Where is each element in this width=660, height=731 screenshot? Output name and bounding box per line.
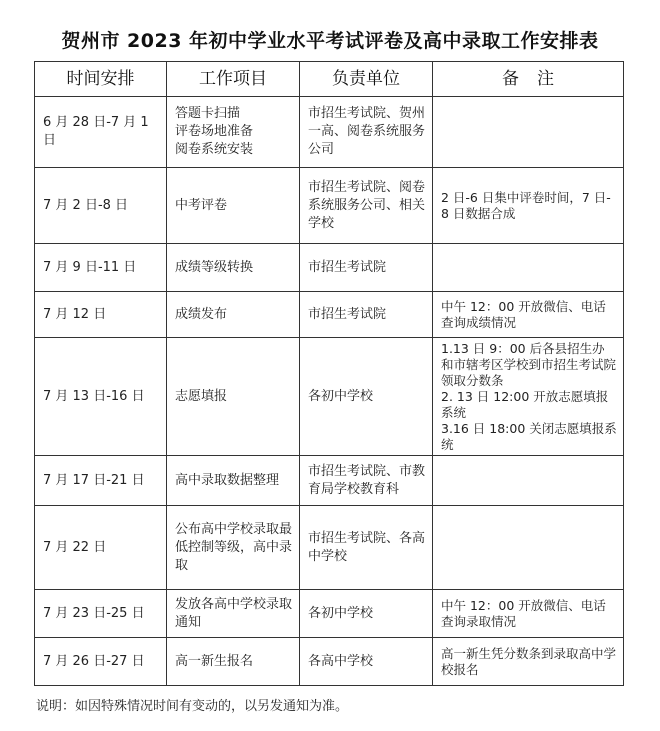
cell-item <box>167 638 300 686</box>
cell-unit: 市招生考试院、各高中学校 <box>300 506 433 590</box>
footnote: 说明：如因特殊情况时间有变动的，以另发通知为准。 <box>36 699 349 714</box>
cell-item <box>167 97 300 168</box>
note-line: 2. 13 日 12:00 开放志愿填报系统 <box>441 388 609 420</box>
note-line: 中午 12：00 开放微信、电话查询成绩情况 <box>441 298 606 330</box>
item-line: 志愿填报 <box>175 388 228 404</box>
table-row <box>35 590 624 638</box>
cell-note <box>433 506 624 590</box>
cell-time: 7 月 13 日-16 日 <box>35 338 167 456</box>
cell-unit: 市招生考试院、贺州一高、阅卷系统服务公司 <box>300 97 433 168</box>
item-line: 高中录取数据整理 <box>175 472 280 488</box>
cell-item <box>167 456 300 506</box>
cell-unit: 各高中学校 <box>300 638 433 686</box>
cell-unit: 市招生考试院 <box>300 244 433 292</box>
table-row <box>35 338 624 456</box>
table-row <box>35 97 624 168</box>
cell-note <box>433 168 624 244</box>
item-line: 成绩等级转换 <box>175 259 254 275</box>
item-line: 公布高中学校录取最低控制等级，高中录取 <box>175 521 293 573</box>
cell-time: 6 月 28 日-7 月 1 日 <box>35 97 167 168</box>
table-row <box>35 506 624 590</box>
schedule-table <box>34 61 624 686</box>
cell-note <box>433 292 624 338</box>
item-line: 高一新生报名 <box>175 653 254 669</box>
item-line: 答题卡扫描 <box>175 106 241 121</box>
cell-time: 7 月 17 日-21 日 <box>35 456 167 506</box>
table-row <box>35 638 624 686</box>
note-line: 2 日-6 日集中评卷时间，7 日-8 日数据合成 <box>441 189 611 221</box>
header-note: 备注 <box>433 62 624 97</box>
item-line: 发放各高中学校录取通知 <box>175 596 293 630</box>
cell-note <box>433 338 624 456</box>
page-title: 贺州市 2023 年初中学业水平考试评卷及高中录取工作安排表 <box>61 30 599 52</box>
note-line: 高一新生凭分数条到录取高中学校报名 <box>441 645 617 677</box>
table-row <box>35 292 624 338</box>
cell-time: 7 月 9 日-11 日 <box>35 244 167 292</box>
table-row <box>35 244 624 292</box>
table-body <box>35 97 624 686</box>
note-line: 中午 12：00 开放微信、电话查询录取情况 <box>441 597 606 629</box>
cell-item <box>167 292 300 338</box>
header-item: 工作项目 <box>167 62 300 97</box>
item-line: 评卷场地准备 <box>175 124 254 139</box>
cell-unit: 市招生考试院 <box>300 292 433 338</box>
table-row <box>35 456 624 506</box>
cell-time: 7 月 26 日-27 日 <box>35 638 167 686</box>
header-time: 时间安排 <box>35 62 167 97</box>
item-line: 中考评卷 <box>175 197 228 213</box>
cell-item <box>167 168 300 244</box>
cell-time: 7 月 22 日 <box>35 506 167 590</box>
cell-item <box>167 338 300 456</box>
cell-time: 7 月 12 日 <box>35 292 167 338</box>
cell-time: 7 月 23 日-25 日 <box>35 590 167 638</box>
item-line: 阅卷系统安装 <box>175 142 254 157</box>
table-header-row <box>35 62 624 97</box>
table-row <box>35 168 624 244</box>
cell-note <box>433 244 624 292</box>
cell-note <box>433 456 624 506</box>
header-unit: 负责单位 <box>300 62 433 97</box>
cell-note <box>433 97 624 168</box>
item-line: 成绩发布 <box>175 306 228 322</box>
cell-item <box>167 244 300 292</box>
cell-note <box>433 638 624 686</box>
cell-unit: 市招生考试院、市教育局学校教育科 <box>300 456 433 506</box>
cell-note <box>433 590 624 638</box>
cell-item <box>167 590 300 638</box>
cell-unit: 各初中学校 <box>300 590 433 638</box>
note-line: 3.16 日 18:00 关闭志愿填报系统 <box>441 420 617 452</box>
cell-unit: 市招生考试院、阅卷系统服务公司、相关学校 <box>300 168 433 244</box>
cell-time: 7 月 2 日-8 日 <box>35 168 167 244</box>
cell-item <box>167 506 300 590</box>
cell-unit: 各初中学校 <box>300 338 433 456</box>
note-line: 1.13 日 9：00 后各县招生办和市辖考区学校到市招生考试院领取分数条 <box>441 340 617 388</box>
